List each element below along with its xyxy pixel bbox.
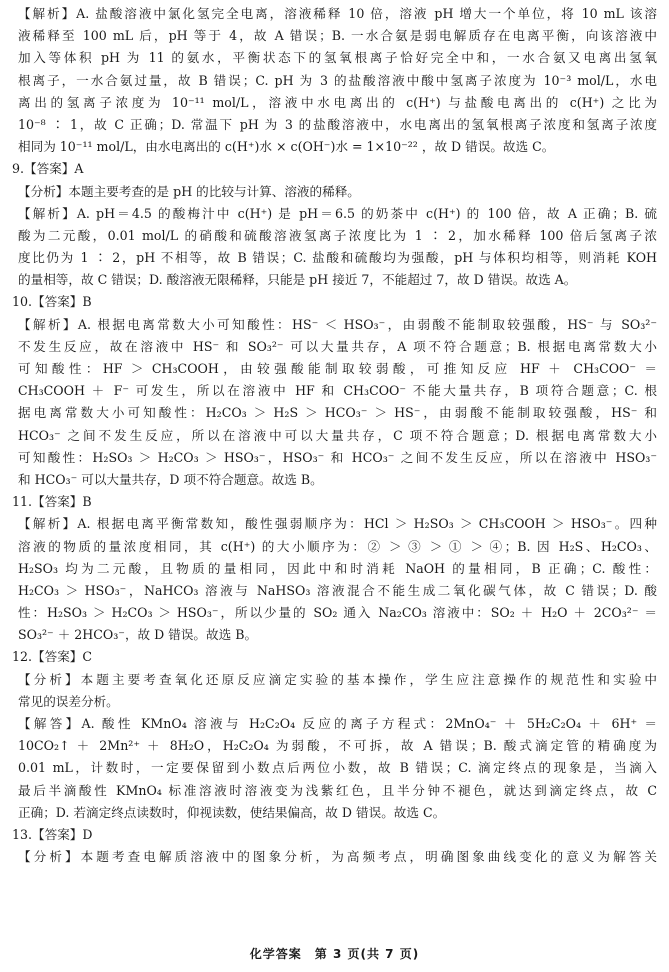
text-line: 10⁻⁸ ∶ 1，故 C 正确；D. 常温下 pH 为 3 的盐酸溶液中，水电离出的氢氧根离子浓度和氢离子浓度 bbox=[18, 116, 657, 132]
question-answer-heading: 13.【答案】D bbox=[12, 826, 93, 842]
text-line: 度比仍为 1 ∶ 2，pH 不相等，故 B 错误；C. 盐酸和硫酸均为强酸，pH 与体积均相等，则消耗 KOH bbox=[18, 250, 657, 266]
text-line: 【分析】本题主要考查氧化还原反应滴定实验的基本操作，学生应注意操作的规范性和实验中 bbox=[18, 671, 657, 687]
question-answer-heading: 12.【答案】C bbox=[12, 649, 93, 665]
text-line: 常见的误差分析。 bbox=[18, 693, 119, 709]
text-line: 0.01 mL，计数时，一定要保留到小数点后两位小数，故 B 错误；C. 滴定终点的现象是，当滴入 bbox=[18, 760, 657, 776]
text-line: 不发生反应，故在溶液中 HS⁻ 和 SO₃²⁻ 可以大量共存，A 项不符合题意；B. 根据电离常数大小 bbox=[18, 338, 657, 354]
text-line: 液稀释至 100 mL 后，pH 等于 4，故 A 错误；B. 一水合氨是弱电解质存在电离平衡，向该溶液中 bbox=[18, 28, 657, 44]
text-line: 性：H₂SO₃ ＞ H₂CO₃ ＞ HSO₃⁻，所以少量的 SO₂ 通入 Na₂CO₃ 溶液中：SO₂ ＋ H₂O ＋ 2CO₃²⁻ ＝ bbox=[18, 605, 657, 621]
text-line: SO₃²⁻ ＋ 2HCO₃⁻，故 D 错误。故选 B。 bbox=[18, 627, 258, 643]
page-footer: 化学答案 第 3 页(共 7 页) bbox=[249, 947, 420, 961]
text-line: 相同为 10⁻¹¹ mol/L，由水电离出的 c(H⁺)水 × c(OH⁻)水 = 1×10⁻²² ，故 D 错误。故选 C。 bbox=[18, 139, 555, 155]
text-line: 【分析】本题考查电解质溶液中的图象分析，为高频考点，明确图象曲线变化的意义为解答关 bbox=[18, 849, 657, 865]
text-line: 正确；D. 若滴定终点读数时，仰视读数，使结果偏高，故 D 错误。故选 C。 bbox=[18, 804, 446, 820]
question-answer-heading: 9.【答案】A bbox=[12, 161, 84, 177]
text-line: 酸为二元酸，0.01 mol/L 的硝酸和硫酸溶液氢离子浓度比为 1 ∶ 2，加水稀释 100 倍后氢离子浓 bbox=[18, 227, 657, 243]
text-line: 【解析】A. 根据电离平衡常数知，酸性强弱顺序为：HCl ＞ H₂SO₃ ＞ CH₃COOH ＞ HSO₃⁻。四种 bbox=[18, 516, 657, 532]
text-line: 溶液的物质的量浓度相同，其 c(H⁺) 的大小顺序为：② ＞ ③ ＞ ① ＞ ④；B. 因 H₂S、H₂CO₃、 bbox=[18, 538, 657, 554]
text-line: 最后半滴酸性 KMnO₄ 标准溶液时溶液变为浅紫红色，且半分钟不褪色，就达到滴定终点，故 C bbox=[18, 782, 657, 798]
text-line: 加入等体积 pH 为 11 的氨水，平衡状态下的氢氧根离子恰好完全中和，一水合氨又电离出氢氧 bbox=[18, 50, 657, 66]
text-line: 根离子，一水合氨过量，故 B 错误；C. pH 为 3 的盐酸溶液中酸中氢离子浓度为 10⁻³ mol/L，水电 bbox=[18, 72, 657, 88]
text-line: HCO₃⁻ 之间不发生反应，所以在溶液中可以大量共存，C 项不符合题意；D. 根据电离常数大小 bbox=[18, 427, 657, 443]
answer-content bbox=[12, 3, 657, 868]
text-line: 和 HCO₃⁻ 可以大量共存，D 项不符合题意。故选 B。 bbox=[18, 471, 323, 487]
text-line: 【解析】A. 根据电离常数大小可知酸性：HS⁻ ＜ HSO₃⁻，由弱酸不能制取较强酸，HS⁻ 与 SO₃²⁻ bbox=[18, 316, 657, 332]
text-line: 离出的氢离子浓度为 10⁻¹¹ mol/L，溶液中水电离出的 c(H⁺) 与盐酸电离出的 c(H⁺) 之比为 bbox=[18, 94, 657, 110]
text-line: 【解析】A. pH＝4.5 的酸梅汁中 c(H⁺) 是 pH＝6.5 的奶茶中 c(H⁺) 的 100 倍，故 A 正确；B. 硫 bbox=[18, 205, 657, 221]
text-line: 【解答】A. 酸性 KMnO₄ 溶液与 H₂C₂O₄ 反应的离子方程式：2MnO₄⁻ ＋ 5H₂C₂O₄ ＋ 6H⁺ ＝ bbox=[18, 716, 657, 731]
text-line: 的量相等，故 C 错误；D. 酸溶液无限稀释，只能是 pH 接近 7，不能超过 7，故 D 错误。故选 A。 bbox=[18, 272, 577, 288]
text-line: H₂SO₃ 均为二元酸，且物质的量相同，因此中和时消耗 NaOH 的量相同，B 正确；C. 酸性： bbox=[18, 560, 657, 576]
text-line: 可知酸性：HF ＞ CH₃COOH，由较强酸能制取较弱酸，可推知反应 HF ＋ CH₃COO⁻ ＝ bbox=[18, 361, 657, 376]
text-line: 10CO₂↑ ＋ 2Mn²⁺ ＋ 8H₂O，H₂C₂O₄ 为弱酸，不可拆，故 A 错误；B. 酸式滴定管的精确度为 bbox=[18, 738, 657, 754]
question-answer-heading: 11.【答案】B bbox=[12, 494, 92, 510]
text-line: H₂CO₃ ＞ HSO₃⁻，NaHCO₃ 溶液与 NaHSO₃ 溶液混合不能生成二氧化碳气体，故 C 错误；D. 酸 bbox=[18, 582, 657, 598]
text-line: 【分析】本题主要考查的是 pH 的比较与计算、溶液的稀释。 bbox=[18, 183, 360, 199]
text-line: 据电离常数大小可知酸性：H₂CO₃ ＞ H₂S ＞ HCO₃⁻ ＞ HS⁻，由弱酸不能制取较强酸，HS⁻ 和 bbox=[18, 405, 657, 421]
text-line: 可知酸性：H₂SO₃ ＞ H₂CO₃ ＞ HSO₃⁻，HSO₃⁻ 和 HCO₃⁻ 之间不发生反应，所以在溶液中 HSO₃⁻ bbox=[18, 449, 657, 465]
text-line: CH₃COOH ＋ F⁻ 可发生，所以在溶液中 HF 和 CH₃COO⁻ 不能大量共存，B 项符合题意；C. 根 bbox=[18, 383, 657, 399]
question-answer-heading: 10.【答案】B bbox=[12, 294, 92, 310]
text-line: 【解析】A. 盐酸溶液中氯化氢完全电离，溶液稀释 10 倍，溶液 pH 增大一个单位，将 10 mL 该溶 bbox=[18, 6, 657, 21]
